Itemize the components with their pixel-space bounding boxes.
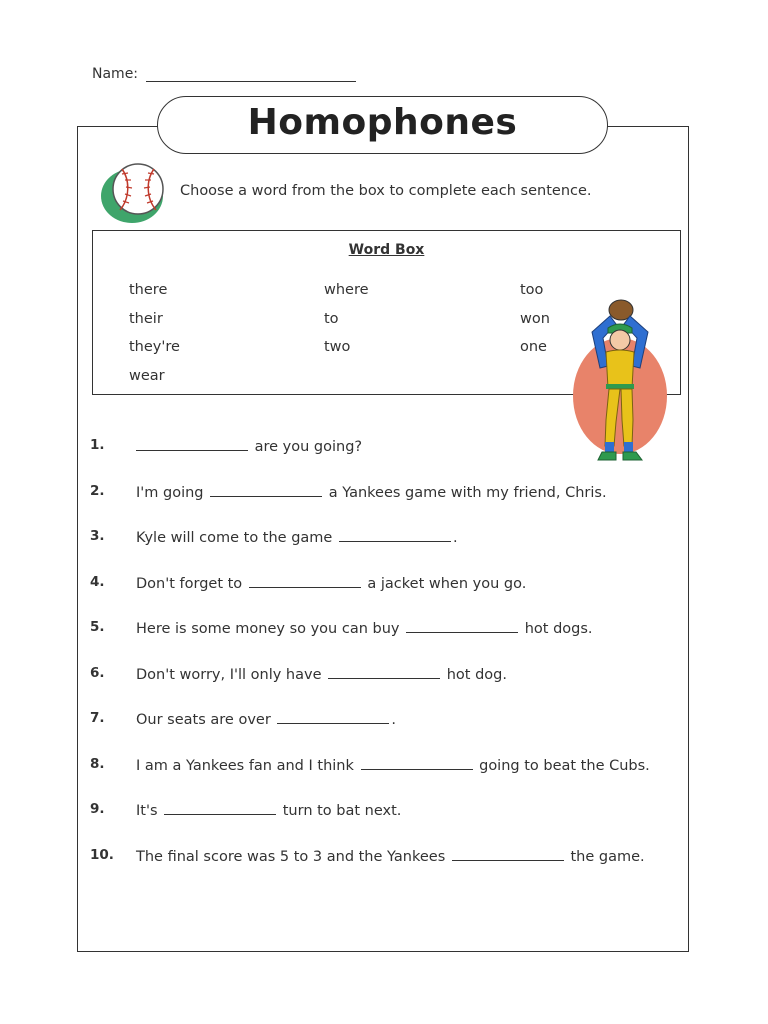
question-text-before: Here is some money so you can buy <box>136 621 400 637</box>
question-text-after: a Yankees game with my friend, Chris. <box>328 485 607 501</box>
answer-blank[interactable] <box>339 528 451 542</box>
question-text-after: going to beat the Cubs. <box>479 758 650 774</box>
answer-blank[interactable] <box>328 665 440 679</box>
answer-blank[interactable] <box>249 574 361 588</box>
question-text-before: Our seats are over <box>136 712 271 728</box>
question-item <box>90 619 680 639</box>
name-line <box>146 67 356 82</box>
question-item <box>90 483 680 503</box>
word-there: there <box>129 282 168 298</box>
question-text-after: hot dog. <box>446 667 507 683</box>
baseball-icon <box>100 160 172 226</box>
answer-blank[interactable] <box>210 483 322 497</box>
word-wear: wear <box>129 368 165 384</box>
title-banner <box>157 96 608 154</box>
question-text-before: It's <box>136 803 158 819</box>
question-text-after: turn to bat next. <box>282 803 402 819</box>
word-box-title: Word Box <box>348 242 425 258</box>
answer-blank[interactable] <box>136 437 248 451</box>
question-item <box>90 710 680 730</box>
question-text-before: I am a Yankees fan and I think <box>136 758 354 774</box>
answer-blank[interactable] <box>361 756 473 770</box>
question-text-after: the game. <box>570 849 645 865</box>
answer-blank[interactable] <box>164 801 276 815</box>
question-item <box>90 756 680 776</box>
question-text-before: Don't forget to <box>136 576 243 592</box>
question-item <box>90 847 680 867</box>
word-too: too <box>520 282 544 298</box>
word-two: two <box>324 339 351 355</box>
page-title: Homophones <box>247 102 518 143</box>
question-text-before: I'm going <box>136 485 204 501</box>
question-number: 1. <box>90 437 105 453</box>
baseball-player-icon <box>570 296 672 472</box>
word-one: one <box>520 339 547 355</box>
question-item <box>90 528 680 548</box>
question-item <box>90 801 680 821</box>
question-number: 6. <box>90 665 105 681</box>
question-item <box>90 574 680 594</box>
question-number: 4. <box>90 574 105 590</box>
question-number: 10. <box>90 847 114 863</box>
question-text-before: Don't worry, I'll only have <box>136 667 322 683</box>
question-text-after: hot dogs. <box>524 621 593 637</box>
answer-blank[interactable] <box>277 710 389 724</box>
question-text-before: The final score was 5 to 3 and the Yankees <box>136 849 446 865</box>
question-text-after: are you going? <box>254 439 363 455</box>
question-number: 5. <box>90 619 105 635</box>
question-text-after: . <box>452 530 458 546</box>
word-to: to <box>324 311 339 327</box>
question-text-before: Kyle will come to the game <box>136 530 333 546</box>
question-item <box>90 665 680 685</box>
word-won: won <box>520 311 550 327</box>
question-text-after: . <box>391 712 396 728</box>
answer-blank[interactable] <box>406 619 518 633</box>
instruction-text: Choose a word from the box to complete each sentence. <box>180 183 592 199</box>
question-number: 3. <box>90 528 105 544</box>
question-number: 8. <box>90 756 105 772</box>
question-number: 9. <box>90 801 105 817</box>
word-their: their <box>129 311 163 327</box>
name-field <box>92 66 356 82</box>
question-number: 7. <box>90 710 105 726</box>
word-theyre: they're <box>129 339 180 355</box>
answer-blank[interactable] <box>452 847 564 861</box>
name-label: Name: <box>92 66 139 82</box>
word-where: where <box>324 282 369 298</box>
question-number: 2. <box>90 483 105 499</box>
question-text-after: a jacket when you go. <box>367 576 527 592</box>
